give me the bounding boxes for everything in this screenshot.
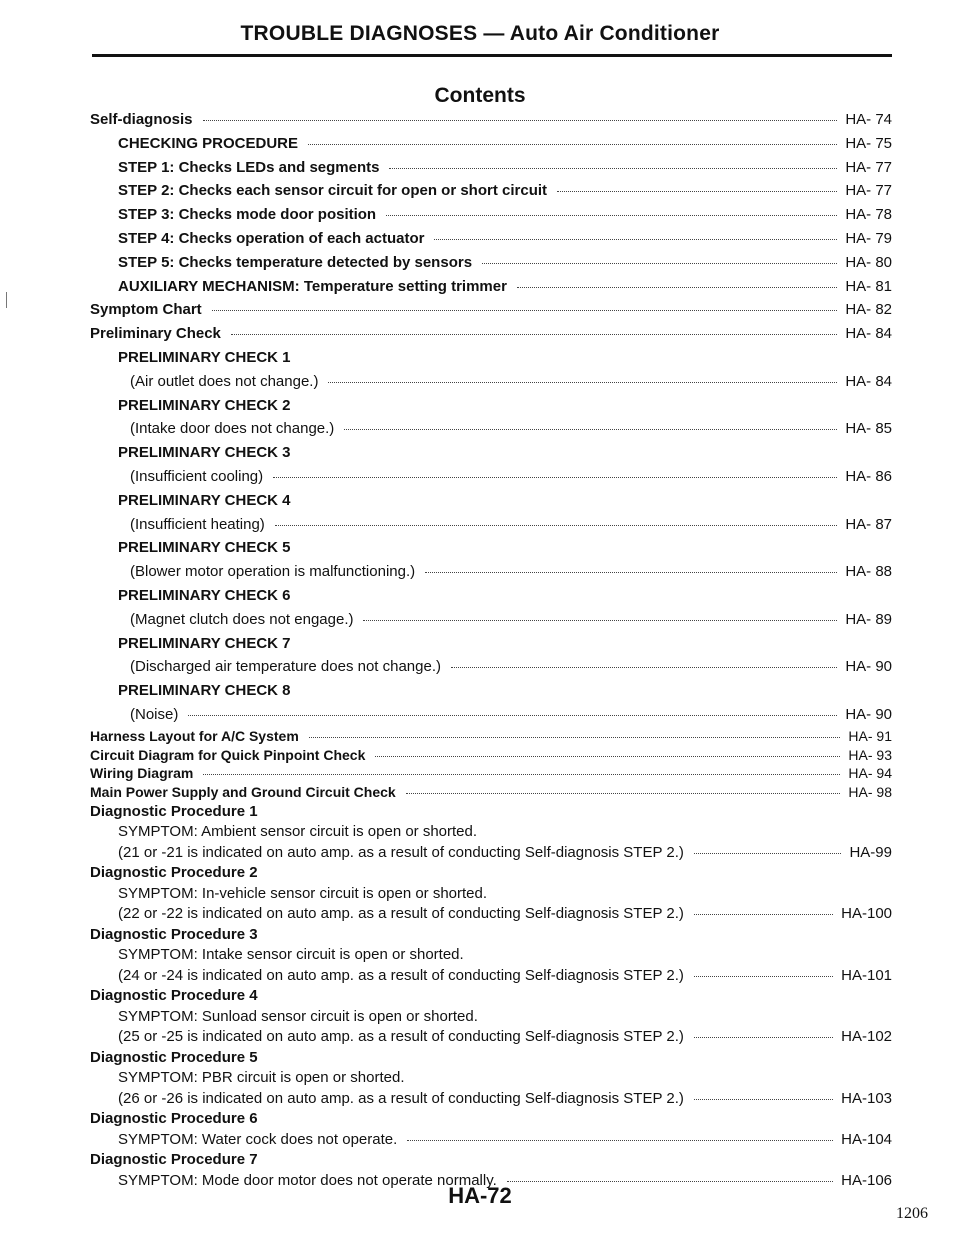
page-number: HA-72 xyxy=(448,1183,512,1208)
toc-entry-checking-procedure[interactable] xyxy=(90,132,892,156)
toc-entry-auxiliary-mechanism[interactable] xyxy=(90,275,892,299)
toc-entry-label: (Discharged air temperature does not change.) xyxy=(130,658,442,676)
toc-entry-page: HA- 98 xyxy=(848,784,892,801)
toc-entry-page: HA- 81 xyxy=(845,277,892,295)
leader-dots xyxy=(694,850,842,854)
toc-entry-page: HA-103 xyxy=(841,1089,892,1107)
toc-entry-label: (26 or -26 is indicated on auto amp. as a result of conducting Self-diagnosis STEP 2.) xyxy=(118,1089,684,1107)
toc-symptom-diagnostic-3 xyxy=(90,945,892,966)
toc-entry-label: PRELIMINARY CHECK 6 xyxy=(118,586,291,604)
toc-entry-preliminary-check-2[interactable] xyxy=(90,417,892,441)
toc-entry-page: HA- 74 xyxy=(845,111,892,128)
toc-entry-label: STEP 4: Checks operation of each actuator xyxy=(118,229,425,247)
toc-entry-label: SYMPTOM: In-vehicle sensor circuit is open or shorted. xyxy=(118,884,488,902)
toc-heading-preliminary-check-4 xyxy=(90,489,892,513)
leader-dots xyxy=(275,522,838,526)
toc-entry-label: PRELIMINARY CHECK 4 xyxy=(118,491,291,509)
leader-dots xyxy=(363,617,837,621)
toc-entry-page: HA- 82 xyxy=(845,301,892,319)
leader-dots xyxy=(517,284,837,288)
toc-entry-label: (22 or -22 is indicated on auto amp. as a result of conducting Self-diagnosis STEP 2.) xyxy=(118,905,684,923)
toc-entry-label: Diagnostic Procedure 2 xyxy=(90,864,258,882)
toc-entry-label: Diagnostic Procedure 3 xyxy=(90,925,258,943)
toc-entry-label: (Intake door does not change.) xyxy=(130,420,335,438)
leader-dots xyxy=(694,911,833,915)
toc-entry-page: HA- 84 xyxy=(845,372,892,390)
toc-symptom-diagnostic-2 xyxy=(90,884,892,905)
toc-entry-label: Diagnostic Procedure 7 xyxy=(90,1151,258,1169)
toc-entry-label: (Air outlet does not change.) xyxy=(130,372,319,390)
toc-entry-preliminary-check-8[interactable] xyxy=(90,703,892,727)
toc-entry-page: HA-106 xyxy=(841,1171,892,1189)
toc-entry-label: Diagnostic Procedure 5 xyxy=(90,1048,258,1066)
toc-entry-label: Preliminary Check xyxy=(90,325,221,343)
toc-heading-diagnostic-procedure-6 xyxy=(90,1109,892,1130)
header-rule xyxy=(92,54,892,57)
leader-dots xyxy=(482,260,837,264)
leader-dots xyxy=(694,1096,833,1100)
leader-dots xyxy=(328,379,837,383)
toc-entry-page: HA- 88 xyxy=(845,563,892,581)
margin-mark xyxy=(6,292,7,308)
toc-entry-diagnostic-procedure-4[interactable] xyxy=(90,1027,892,1048)
leader-dots xyxy=(188,712,837,716)
toc-entry-page: HA-102 xyxy=(841,1028,892,1046)
toc-entry-preliminary-check-5[interactable] xyxy=(90,560,892,584)
toc-entry-label: SYMPTOM: Mode door motor does not operate normally. xyxy=(118,1171,497,1189)
toc-entry-page: HA- 87 xyxy=(845,515,892,533)
toc-entry-page: HA- 85 xyxy=(845,420,892,438)
toc-entry-page: HA- 90 xyxy=(845,658,892,676)
toc-entry-label: (25 or -25 is indicated on auto amp. as a result of conducting Self-diagnosis STEP 2.) xyxy=(118,1028,684,1046)
toc-entry-label: (Insufficient heating) xyxy=(130,515,265,533)
toc-entry-preliminary-check-1[interactable] xyxy=(90,370,892,394)
toc-entry-page: HA- 77 xyxy=(845,158,892,176)
leader-dots xyxy=(212,307,838,311)
toc-entry-label: (Insufficient cooling) xyxy=(130,467,264,485)
leader-dots xyxy=(273,474,837,478)
toc-heading-preliminary-check-5 xyxy=(90,536,892,560)
leader-dots xyxy=(309,734,841,738)
scan-page-number: 1206 xyxy=(896,1205,928,1222)
toc-entry-preliminary-check-4[interactable] xyxy=(90,513,892,537)
toc-entry-page: HA- 80 xyxy=(845,253,892,271)
toc-entry-symptom-chart[interactable] xyxy=(90,298,892,322)
leader-dots xyxy=(557,188,837,192)
toc-entry-label: SYMPTOM: Intake sensor circuit is open or shorted. xyxy=(118,946,464,964)
toc-entry-page: HA- 78 xyxy=(845,206,892,224)
toc-heading-diagnostic-procedure-7 xyxy=(90,1150,892,1171)
toc-entry-step-4[interactable] xyxy=(90,227,892,251)
leader-dots xyxy=(407,1137,833,1141)
toc-heading-diagnostic-procedure-5 xyxy=(90,1048,892,1069)
toc-entry-step-2[interactable] xyxy=(90,179,892,203)
toc-entry-label: Symptom Chart xyxy=(90,301,202,319)
toc-entry-label: Wiring Diagram xyxy=(90,765,194,782)
toc-entry-page: HA- 94 xyxy=(848,765,892,782)
toc-entry-page: HA-104 xyxy=(841,1130,892,1148)
toc-entry-diagnostic-procedure-3[interactable] xyxy=(90,966,892,987)
toc-entry-step-1[interactable] xyxy=(90,156,892,180)
leader-dots xyxy=(425,569,837,573)
toc-entry-label: (Blower motor operation is malfunctioning.) xyxy=(130,563,416,581)
toc-entry-page: HA-101 xyxy=(841,966,892,984)
toc-entry-preliminary-check-6[interactable] xyxy=(90,608,892,632)
leader-dots xyxy=(375,753,840,757)
leader-dots xyxy=(694,1034,833,1038)
toc-entry-page: HA- 93 xyxy=(848,746,892,763)
toc-entry-label: STEP 3: Checks mode door position xyxy=(118,206,377,224)
toc-heading-diagnostic-procedure-3 xyxy=(90,925,892,946)
leader-dots xyxy=(203,117,838,121)
toc-entry-step-3[interactable] xyxy=(90,203,892,227)
toc-heading-preliminary-check-1 xyxy=(90,346,892,370)
leader-dots xyxy=(231,331,837,335)
toc-entry-diagnostic-procedure-5[interactable] xyxy=(90,1089,892,1110)
toc-entry-label: PRELIMINARY CHECK 3 xyxy=(118,444,291,462)
toc-entry-step-5[interactable] xyxy=(90,251,892,275)
toc-entry-label: (Magnet clutch does not engage.) xyxy=(130,610,354,628)
leader-dots xyxy=(344,426,837,430)
toc-heading-preliminary-check-2 xyxy=(90,394,892,418)
toc-heading-preliminary-check-7 xyxy=(90,632,892,656)
contents-title: Contents xyxy=(434,84,526,107)
toc-entry-label: PRELIMINARY CHECK 2 xyxy=(118,396,291,414)
toc-heading-preliminary-check-6 xyxy=(90,584,892,608)
toc-entry-label: SYMPTOM: PBR circuit is open or shorted. xyxy=(118,1069,405,1087)
toc-entry-label: CHECKING PROCEDURE xyxy=(118,134,299,152)
toc-entry-diagnostic-procedure-6[interactable] xyxy=(90,1130,892,1151)
toc-entry-diagnostic-procedure-2[interactable] xyxy=(90,904,892,925)
toc-entry-label: Diagnostic Procedure 1 xyxy=(90,802,258,820)
toc-entry-label: Self-diagnosis xyxy=(90,111,193,128)
toc-entry-label: (24 or -24 is indicated on auto amp. as a result of conducting Self-diagnosis STEP 2.) xyxy=(118,966,684,984)
leader-dots xyxy=(434,236,837,240)
toc-entry-label: STEP 1: Checks LEDs and segments xyxy=(118,158,380,176)
toc-entry-label: Main Power Supply and Ground Circuit Check xyxy=(90,784,396,801)
toc-entry-label: PRELIMINARY CHECK 8 xyxy=(118,682,291,700)
table-of-contents xyxy=(90,108,892,1191)
toc-symptom-diagnostic-5 xyxy=(90,1068,892,1089)
toc-entry-preliminary-check[interactable] xyxy=(90,322,892,346)
toc-entry-label: (21 or -21 is indicated on auto amp. as a result of conducting Self-diagnosis STEP 2.) xyxy=(118,843,684,861)
toc-entry-circuit-diagram[interactable] xyxy=(90,746,892,765)
toc-entry-label: STEP 2: Checks each sensor circuit for open or short circuit xyxy=(118,182,548,200)
leader-dots xyxy=(308,141,837,145)
toc-heading-diagnostic-procedure-4 xyxy=(90,986,892,1007)
toc-entry-label: SYMPTOM: Water cock does not operate. xyxy=(118,1130,398,1148)
toc-entry-label: Diagnostic Procedure 6 xyxy=(90,1110,258,1128)
leader-dots xyxy=(507,1178,833,1182)
toc-entry-page: HA- 90 xyxy=(845,705,892,723)
leader-dots xyxy=(386,212,837,216)
toc-heading-diagnostic-procedure-2 xyxy=(90,863,892,884)
toc-entry-page: HA-99 xyxy=(849,843,892,861)
toc-entry-page: HA- 79 xyxy=(845,229,892,247)
toc-entry-label: (Noise) xyxy=(130,705,179,723)
toc-entry-label: PRELIMINARY CHECK 5 xyxy=(118,539,291,557)
toc-entry-diagnostic-procedure-1[interactable] xyxy=(90,843,892,864)
page-header: TROUBLE DIAGNOSES — Auto Air Conditioner xyxy=(240,22,720,45)
toc-entry-page: HA-100 xyxy=(841,905,892,923)
toc-entry-label: Diagnostic Procedure 4 xyxy=(90,987,258,1005)
toc-entry-harness-layout[interactable] xyxy=(90,727,892,746)
toc-entry-page: HA- 91 xyxy=(848,727,892,744)
toc-symptom-diagnostic-1 xyxy=(90,822,892,843)
toc-entry-main-power-supply[interactable] xyxy=(90,783,892,802)
toc-heading-diagnostic-procedure-1 xyxy=(90,802,892,823)
toc-entry-wiring-diagram[interactable] xyxy=(90,764,892,783)
toc-entry-preliminary-check-7[interactable] xyxy=(90,655,892,679)
toc-entry-label: PRELIMINARY CHECK 7 xyxy=(118,634,291,652)
toc-entry-label: Harness Layout for A/C System xyxy=(90,727,299,744)
leader-dots xyxy=(451,664,837,668)
leader-dots xyxy=(389,165,837,169)
toc-entry-page: HA- 89 xyxy=(845,610,892,628)
toc-heading-preliminary-check-8 xyxy=(90,679,892,703)
toc-entry-label: STEP 5: Checks temperature detected by sensors xyxy=(118,253,473,271)
toc-entry-label: Circuit Diagram for Quick Pinpoint Check xyxy=(90,746,366,763)
toc-entry-label: AUXILIARY MECHANISM: Temperature setting trimmer xyxy=(118,277,507,295)
leader-dots xyxy=(694,973,833,977)
leader-dots xyxy=(203,771,840,775)
toc-entry-page: HA- 77 xyxy=(845,182,892,200)
toc-entry-self-diagnosis[interactable] xyxy=(90,108,892,132)
toc-entry-page: HA- 75 xyxy=(845,134,892,152)
toc-heading-preliminary-check-3 xyxy=(90,441,892,465)
toc-entry-preliminary-check-3[interactable] xyxy=(90,465,892,489)
toc-entry-label: SYMPTOM: Sunload sensor circuit is open or shorted. xyxy=(118,1007,478,1025)
toc-entry-page: HA- 84 xyxy=(845,325,892,343)
toc-symptom-diagnostic-4 xyxy=(90,1007,892,1028)
leader-dots xyxy=(406,790,841,794)
toc-entry-label: PRELIMINARY CHECK 1 xyxy=(118,348,291,366)
toc-entry-label: SYMPTOM: Ambient sensor circuit is open or shorted. xyxy=(118,823,478,841)
toc-entry-page: HA- 86 xyxy=(845,467,892,485)
